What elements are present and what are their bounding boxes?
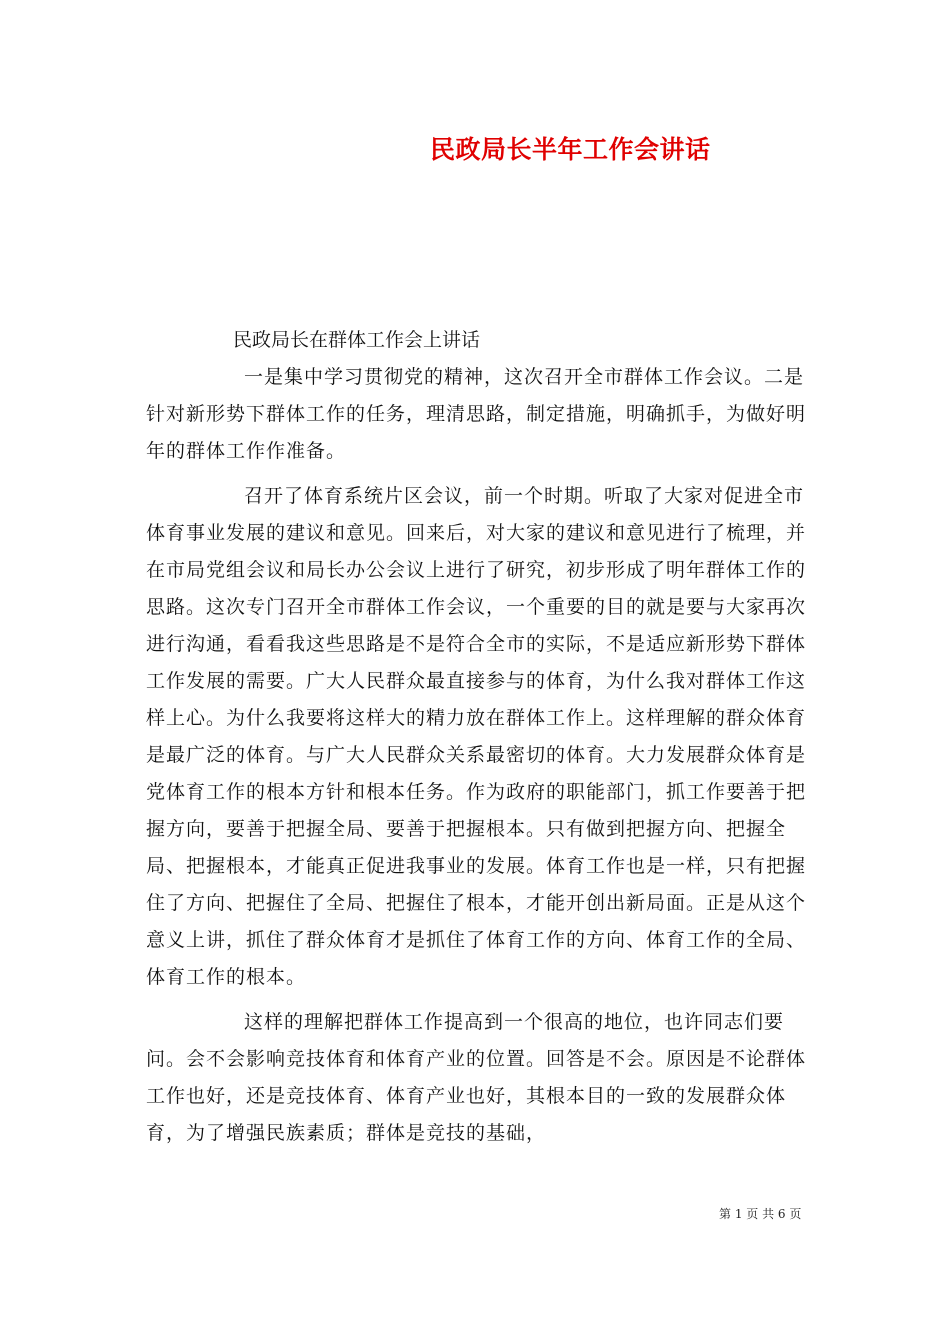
document-body: [146, 322, 806, 1152]
paragraph: 这样的理解把群体工作提高到一个很高的地位，也许同志们要问。会不会影响竞技体育和体育产业的位置。回答是不会。原因是不论群体工作也好，还是竞技体育、体育产业也好，其根本目的一致的发展群众体育，为了增强民族素质；群体是竞技的基础，: [146, 1011, 807, 1144]
document-title: 民政局长半年工作会讲话: [430, 135, 711, 164]
page-number: 第 1 页 共 6 页: [719, 1207, 802, 1221]
paragraph-spacer: [146, 470, 806, 478]
paragraph-spacer: [146, 996, 806, 1004]
paragraph: 召开了体育系统片区会议，前一个时期。听取了大家对促进全市体育事业发展的建议和意见。回来后，对大家的建议和意见进行了梳理，并在市局党组会议和局长办公会议上进行了研究，初步形成了明年群体工作的思路。这次专门召开全市群体工作会议，一个重要的目的就是要与大家再次进行沟通，看看我这些思路是不是符合全市的实际，不是适应新形势下群体工作发展的需要。广大人民群众最直接参与的体育，为什么我对群体工作这样上心。为什么我要将这样大的精力放在群体工作上。这样理解的群众体育是最广泛的体育。与广大人民群众关系最密切的体育。大力发展群众体育是党体育工作的根本方针和根本任务。作为政府的职能部门，抓工作要善于把握方向，要善于把握全局、要善于把握根本。只有做到把握方向、把握全局、把握根本，才能真正促进我事业的发展。体育工作也是一样，只有把握住了方向、把握住了全局、把握住了根本，才能开创出新局面。正是从这个意义上讲，抓住了群众体育才是抓住了体育工作的方向、体育工作的全局、体育工作的根本。: [146, 485, 807, 988]
document-subtitle: 民政局长在群体工作会上讲话: [233, 329, 481, 351]
paragraph: 一是集中学习贯彻党的精神，这次召开全市群体工作会议。二是针对新形势下群体工作的任务，理清思路，制定措施，明确抓手，为做好明年的群体工作作准备。: [146, 366, 807, 462]
